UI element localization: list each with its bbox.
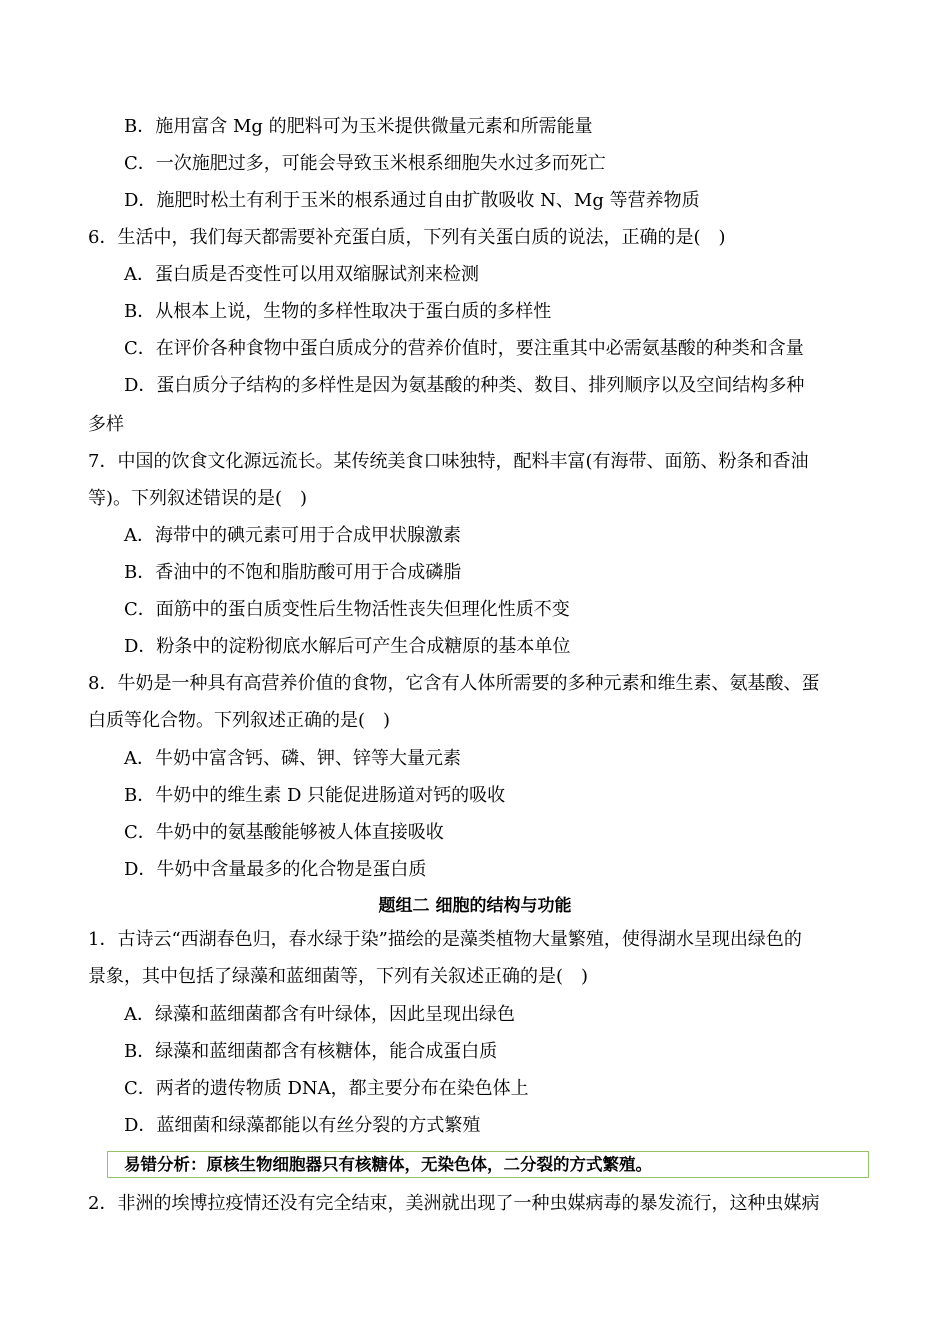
s2-q1-option-c: C．两者的遗传物质 DNA，都主要分布在染色体上	[124, 1078, 529, 1099]
s2-q1-stem-line2: 景象，其中包括了绿藻和蓝细菌等，下列有关叙述正确的是( )	[88, 966, 589, 987]
q5-option-c: C．一次施肥过多，可能会导致玉米根系细胞失水过多而死亡	[124, 153, 606, 174]
q8-stem-line2: 白质等化合物。下列叙述正确的是( )	[88, 710, 391, 731]
q8-stem-line1: 8．牛奶是一种具有高营养价值的食物，它含有人体所需要的多种元素和维生素、氨基酸、蛋	[88, 673, 820, 694]
q7-option-a: A．海带中的碘元素可用于合成甲状腺激素	[124, 525, 461, 546]
q6-stem: 6．生活中，我们每天都需要补充蛋白质，下列有关蛋白质的说法，正确的是( )	[88, 227, 726, 248]
q6-option-d-line2: 多样	[88, 414, 124, 435]
q7-stem-line1: 7．中国的饮食文化源远流长。某传统美食口味独特，配料丰富(有海带、面筋、粉条和香油	[88, 451, 809, 472]
s2-q1-option-d: D．蓝细菌和绿藻都能以有丝分裂的方式繁殖	[124, 1115, 481, 1136]
q7-option-b: B．香油中的不饱和脂肪酸可用于合成磷脂	[124, 562, 462, 583]
error-analysis-text: 易错分析：原核生物细胞器只有核糖体，无染色体，二分裂的方式繁殖。	[124, 1155, 652, 1174]
q5-option-b: B．施用富含 Mg 的肥料可为玉米提供微量元素和所需能量	[124, 116, 593, 137]
s2-q1-option-a: A．绿藻和蓝细菌都含有叶绿体，因此呈现出绿色	[124, 1004, 515, 1025]
q6-option-d-line1: D．蛋白质分子结构的多样性是因为氨基酸的种类、数目、排列顺序以及空间结构多种	[124, 375, 805, 396]
q8-option-c: C．牛奶中的氨基酸能够被人体直接吸收	[124, 822, 444, 843]
q7-option-c: C．面筋中的蛋白质变性后生物活性丧失但理化性质不变	[124, 599, 570, 620]
q7-stem-line2: 等)。下列叙述错误的是( )	[88, 488, 308, 509]
q8-option-a: A．牛奶中富含钙、磷、钾、锌等大量元素	[124, 748, 461, 769]
s2-q1-stem-line1: 1．古诗云“西湖春色归，春水绿于染”描绘的是藻类植物大量繁殖，使得湖水呈现出绿色的	[88, 929, 802, 950]
q7-option-d: D．粉条中的淀粉彻底水解后可产生合成糖原的基本单位	[124, 636, 571, 657]
q6-option-a: A．蛋白质是否变性可以用双缩脲试剂来检测	[124, 264, 479, 285]
s2-q1-option-b: B．绿藻和蓝细菌都含有核糖体，能合成蛋白质	[124, 1041, 498, 1062]
section-title: 题组二 细胞的结构与功能	[378, 896, 572, 916]
q6-option-c: C．在评价各种食物中蛋白质成分的营养价值时，要注重其中必需氨基酸的种类和含量	[124, 338, 804, 359]
q6-option-b: B．从根本上说，生物的多样性取决于蛋白质的多样性	[124, 301, 552, 322]
s2-q2-stem-line1: 2．非洲的埃博拉疫情还没有完全结束，美洲就出现了一种虫媒病毒的暴发流行，这种虫媒病	[88, 1193, 820, 1214]
error-analysis-box	[107, 1151, 869, 1178]
q5-option-d: D．施肥时松土有利于玉米的根系通过自由扩散吸收 N、Mg 等营养物质	[124, 190, 700, 211]
q8-option-b: B．牛奶中的维生素 D 只能促进肠道对钙的吸收	[124, 785, 506, 806]
q8-option-d: D．牛奶中含量最多的化合物是蛋白质	[124, 859, 427, 880]
